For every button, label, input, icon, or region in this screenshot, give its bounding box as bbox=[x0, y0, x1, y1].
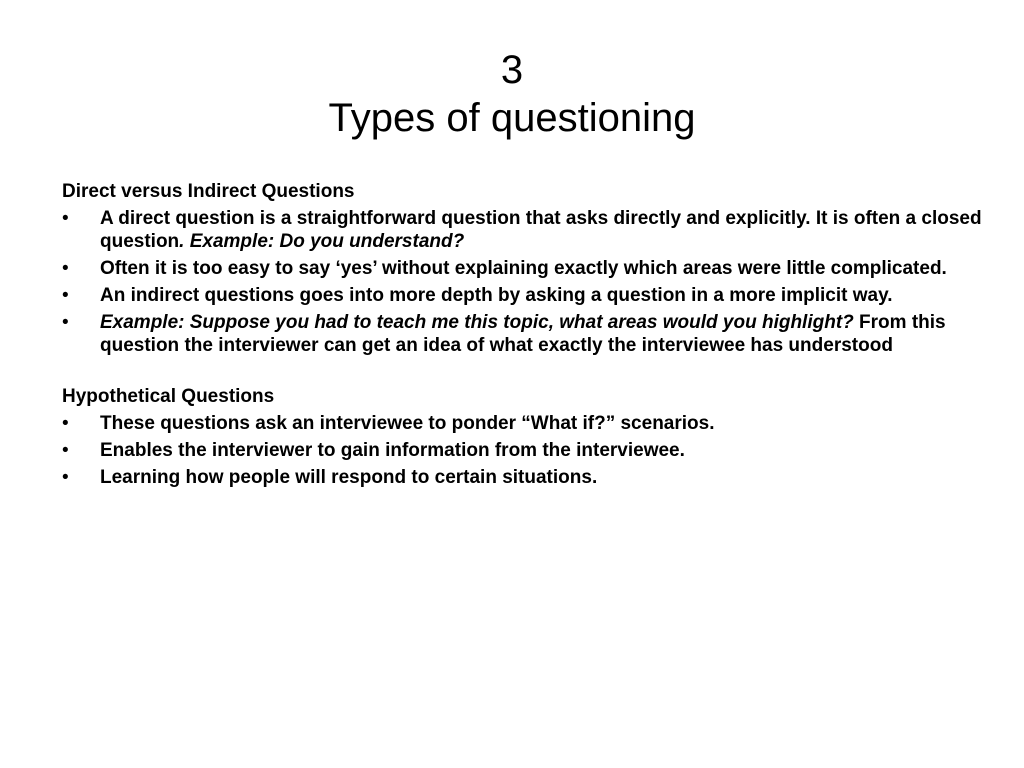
bullet-glyph: • bbox=[62, 440, 69, 461]
bullet-example: . Example: Do you understand? bbox=[179, 231, 465, 252]
slide-number: 3 bbox=[500, 48, 524, 92]
section-heading-direct: Direct versus Indirect Questions bbox=[62, 181, 355, 202]
bullet-item bbox=[62, 412, 982, 435]
bullet-text: From this question the interviewer can get an idea of what exactly the interviewee has understood bbox=[100, 312, 946, 356]
slide-title bbox=[0, 46, 1024, 142]
bullet-item bbox=[62, 257, 982, 280]
bullet-list-hypothetical bbox=[62, 412, 982, 489]
bullet-glyph: • bbox=[62, 413, 69, 434]
bullet-glyph: • bbox=[62, 467, 69, 488]
bullet-text: Often it is too easy to say ‘yes’ without explaining exactly which areas were little complicated. bbox=[100, 258, 947, 279]
bullet-item bbox=[62, 311, 982, 357]
section-heading-hypothetical: Hypothetical Questions bbox=[62, 386, 275, 407]
bullet-item bbox=[62, 207, 982, 253]
bullet-text: A direct question is a straightforward question that asks directly and explicitly. It is often a closed question bbox=[100, 208, 982, 252]
bullet-example: Example: Suppose you had to teach me this topic, what areas would you highlight? bbox=[100, 312, 854, 333]
bullet-list-direct bbox=[62, 207, 982, 357]
slide-title-text: Types of questioning bbox=[328, 96, 696, 140]
bullet-item bbox=[62, 466, 982, 489]
bullet-glyph: • bbox=[62, 258, 69, 279]
bullet-glyph: • bbox=[62, 208, 69, 229]
bullet-item bbox=[62, 439, 982, 462]
bullet-text: These questions ask an interviewee to ponder “What if?” scenarios. bbox=[100, 413, 715, 434]
slide-body bbox=[62, 180, 982, 489]
bullet-item bbox=[62, 284, 982, 307]
bullet-glyph: • bbox=[62, 312, 69, 333]
bullet-text: Learning how people will respond to certain situations. bbox=[100, 467, 598, 488]
section-spacer bbox=[62, 357, 982, 385]
bullet-glyph: • bbox=[62, 285, 69, 306]
bullet-text: Enables the interviewer to gain information from the interviewee. bbox=[100, 440, 685, 461]
bullet-text: An indirect questions goes into more depth by asking a question in a more implicit way. bbox=[100, 285, 893, 306]
